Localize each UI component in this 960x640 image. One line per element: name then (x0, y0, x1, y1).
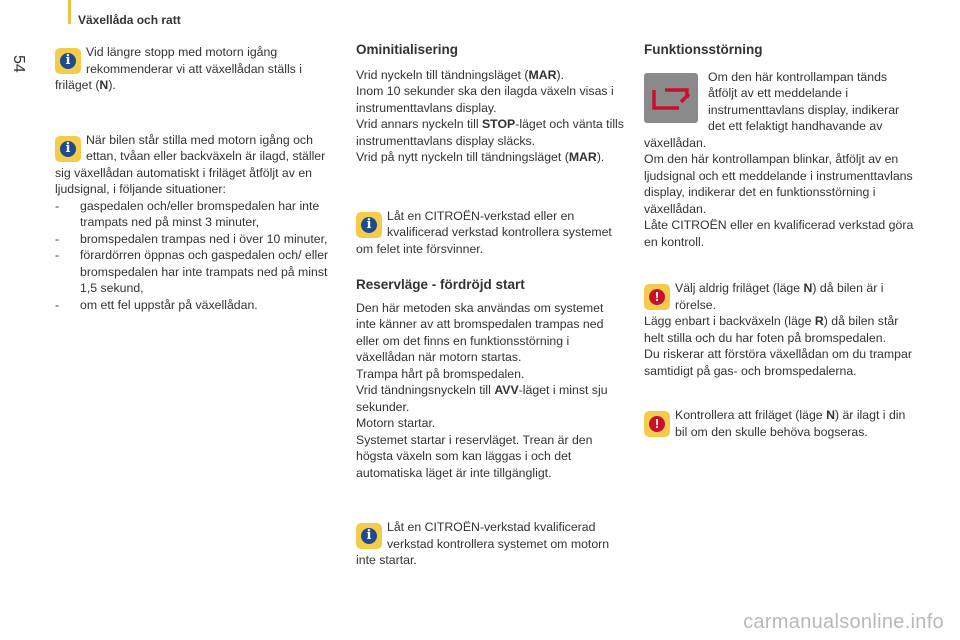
column-right (644, 42, 916, 440)
info-note-no-start: i Låt en CITROËN-verkstad kvalificerad verkstad kontrollera systemet om motorn inte startar. (356, 520, 610, 567)
info-icon: i (55, 136, 81, 162)
column-left (55, 40, 335, 313)
section-title: Växellåda och ratt (78, 13, 181, 27)
info-note-workshop: i Låt en CITROËN-verkstad eller en kvalificerad verkstad kontrollera systemet om felet inte försvinner. (356, 208, 612, 256)
header-accent-bar (68, 0, 71, 24)
paragraph: Den här metoden ska användas om systemet inte känner av att bromspedalen trampas ned eller om det finns en funktionsstörning i växellådan när motorn startas. Trampa hårt på bromspedalen. Vrid tändningsnyckeln till AVV-läget i minst sju sekunder. Motorn startar. Systemet startar i reservläget. Trean är den högsta växeln som kan läggas i och det automatiska läget är inte tillgängligt. (356, 300, 608, 480)
paragraph: Om den här kontrollampan tänds åtföljt av ett meddelande i instrumenttavlans display, indikerar det ett felaktigt handhavande av växellådan. Om den här kontrollampan blinkar, åtföljt av en ljudsignal och ett meddelande i instrumenttavlans display, indikerar det en funktionsstörning i växellådan. Låte CITROËN eller en kvalificerad verkstad göra en kontroll. (644, 69, 914, 249)
info-note-auto-neutral: i När bilen står stilla med motorn igång och ettan, tvåan eller backväxeln är ilagd, ställer sig växellådan automatiskt i friläget åtföljt av en ljudsignal, i följande situationer: (55, 132, 326, 196)
heading-funktionsstorning: Funktionsstörning (644, 42, 763, 57)
warning-note-towing: ! Kontrollera att friläget (läge N) är ilagt i din bil om den skulle behöva bogseras. (644, 407, 916, 440)
list-item: - förardörren öppnas och gaspedalen och/ eller bromspedalen har inte trampats ned på minst 1,5 sekund, (55, 248, 329, 295)
list-item: - gaspedalen och/eller bromspedalen har inte trampats ned på minst 3 minuter, (55, 198, 320, 229)
watermark: carmanualsonline.info (743, 611, 944, 633)
list-item: - om ett fel uppstår på växellådan. (55, 297, 258, 312)
info-note-neutral: i Vid längre stopp med motorn igång rekommenderar vi att växellådan ställs i friläget (N). (55, 45, 302, 92)
info-icon: i (356, 523, 382, 549)
heading-ominitialisering: Ominitialisering (356, 42, 459, 57)
gearbox-warning-lamp-icon (644, 73, 698, 123)
warning-note-neutral: ! Välj aldrig friläget (läge N) då bilen är i rörelse. Lägg enbart i backväxeln (läge R) då bilen står helt stilla och du har foten på bromspedalen. Du riskerar att förstöra växellådan om du trampar samtidigt på gas- och bromspedalerna. (644, 281, 912, 378)
list-item: - bromspedalen trampas ned i över 10 minuter, (55, 231, 328, 246)
info-icon: i (55, 48, 81, 74)
paragraph: Vrid nyckeln till tändningsläget (MAR). Inom 10 sekunder ska den ilagda växeln visas i instrumenttavlans display. Vrid annars nyckeln till STOP-läget och vänta tills instrumenttavlans display släcks. Vrid på nytt nyckeln till tändningsläget (MAR). (356, 67, 624, 164)
heading-reservlage: Reservläge - fördröjd start (356, 277, 525, 292)
page-number: 54 (10, 55, 27, 73)
info-icon: i (356, 212, 382, 238)
column-middle (356, 42, 624, 569)
warning-icon: ! (644, 284, 670, 310)
warning-icon: ! (644, 411, 670, 437)
